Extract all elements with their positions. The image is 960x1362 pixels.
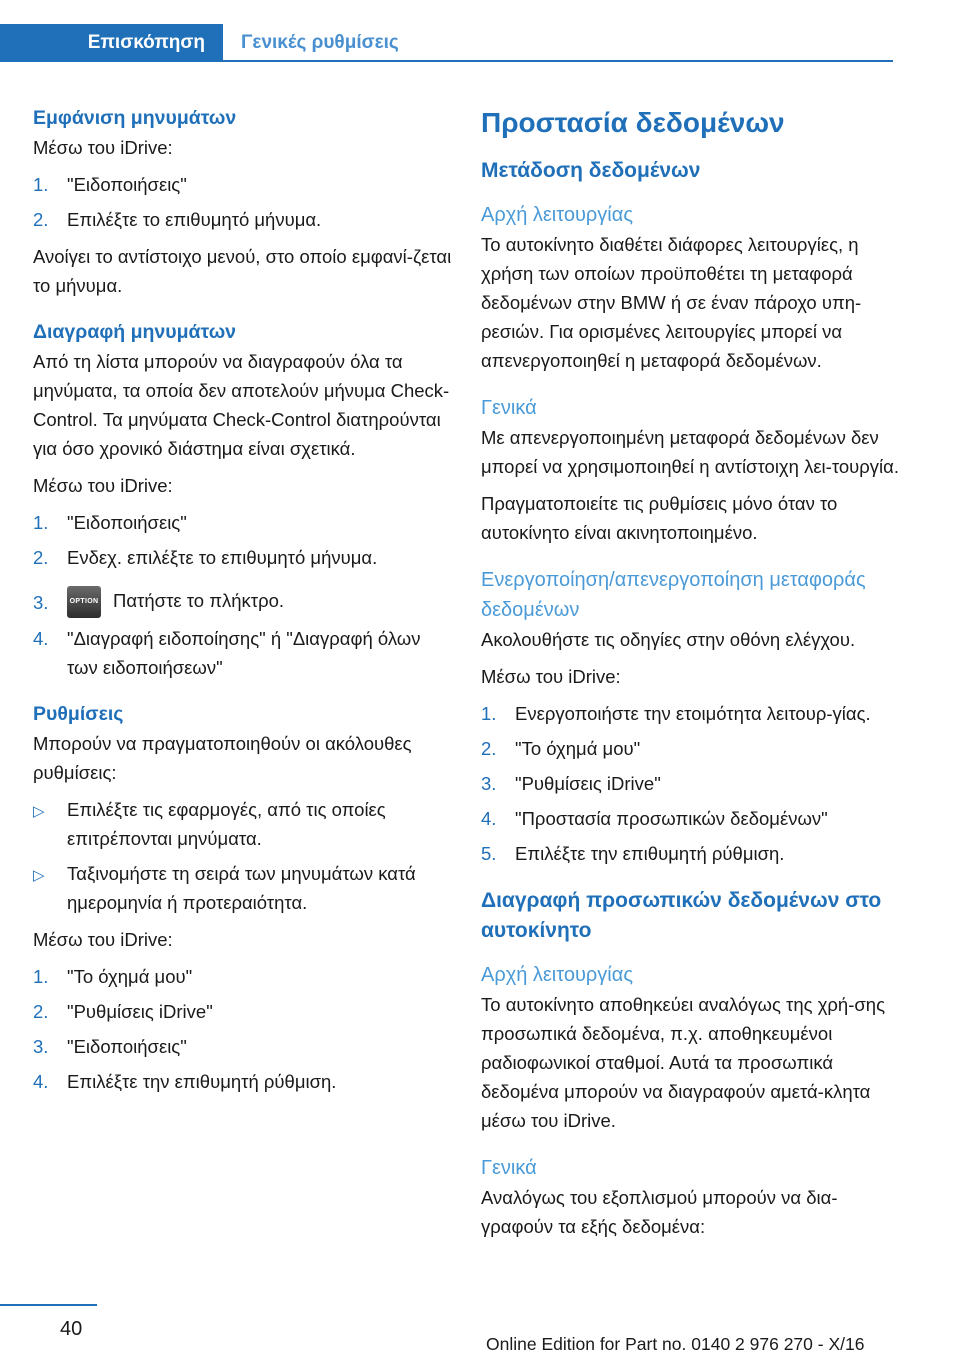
list-item: 3. "Ρυθμίσεις iDrive": [481, 773, 661, 794]
footer-rule: [0, 1304, 97, 1306]
left-column: [33, 104, 453, 1104]
list-item: 1. "Ειδοποιήσεις": [33, 512, 187, 533]
settings-text: Μπορούν να πραγματοποιηθούν οι ακόλουθες ρυθμίσεις:: [33, 733, 412, 784]
page-title: Προστασία δεδομένων: [481, 107, 785, 138]
list-item: ▷ Επιλέξτε τις εφαρμογές, από τις οποίες επιτρέπονται μηνύματα.: [33, 795, 453, 853]
tab-general-settings[interactable]: Γενικές ρυθμίσεις: [241, 32, 399, 53]
list-item: 3. OPTION Πατήστε το πλήκτρο.: [33, 586, 453, 618]
subsection-title-activation: Ενεργοποίηση/απενεργοποίηση μεταφοράς δεδομένων: [481, 569, 866, 621]
delete-messages-text: Από τη λίστα μπορούν να διαγραφούν όλα τα μηνύματα, τα οποία δεν αποτελούν μήνυμα Check-Control. Τα μηνύματα Check-Control διατηρούνται για όσο χρονικό διάστημα είναι σχετικά.: [33, 351, 450, 459]
subsection-title-principle: Αρχή λειτουργίας: [481, 204, 633, 226]
principle-text-2: Το αυτοκίνητο αποθηκεύει αναλόγως της χρή-σης προσωπικά δεδομένα, π.χ. αποθηκευμένοι ραδιοφωνικοί σταθμοί. Αυτά τα προσωπικά δεδομένα μπορούν να διαγραφούν αμετά-κλητα μέσω του iDrive.: [481, 994, 886, 1131]
subsection-title-general: Γενικά: [481, 397, 537, 419]
result-text: Ανοίγει το αντίστοιχο μενού, στο οποίο εμφανί-ζεται το μήνυμα.: [33, 246, 452, 296]
list-item: ▷ Ταξινομήστε τη σειρά των μηνυμάτων κατά ημερομηνία ή προτεραιότητα.: [33, 859, 453, 917]
via-idrive: Μέσω του iDrive:: [33, 137, 173, 158]
triangle-bullet-icon: ▷: [33, 867, 45, 885]
general-text-1: Με απενεργοποιημένη μεταφορά δεδομένων δεν μπορεί να χρησιμοποιηθεί η αντίστοιχη λει-τουργία.: [481, 427, 900, 477]
right-column: [481, 104, 901, 1249]
list-item: 4. "Διαγραφή ειδοποίησης" ή "Διαγραφή όλων των ειδοποιήσεων": [33, 628, 421, 679]
section-title-delete-personal-data: Διαγραφή προσωπικών δεδομένων στο αυτοκίνητο: [481, 889, 882, 942]
header-rule: [0, 60, 893, 62]
list-item: 2. "Το όχημά μου": [481, 738, 641, 759]
activation-text: Ακολουθήστε τις οδηγίες στην οθόνη ελέγχου.: [481, 629, 856, 650]
steps-delete-messages: [33, 508, 453, 682]
list-item: 2. Ενδεχ. επιλέξτε το επιθυμητό μήνυμα.: [33, 547, 378, 568]
list-item: 2. "Ρυθμίσεις iDrive": [33, 1001, 213, 1023]
section-title-settings: Ρυθμίσεις: [33, 703, 124, 726]
list-item: 1. "Το όχημά μου": [33, 966, 193, 988]
header-tabs: [0, 0, 960, 62]
section-title-delete-messages: Διαγραφή μηνυμάτων: [33, 321, 237, 343]
steps-settings: [33, 962, 453, 1096]
edition-label: Online Edition for Part no. 0140 2 976 270 - X/16: [486, 1334, 865, 1354]
subsection-title-principle-2: Αρχή λειτουργίας: [481, 964, 633, 986]
tab-overview[interactable]: Επισκόπηση: [0, 24, 223, 62]
list-item: 3. "Ειδοποιήσεις": [33, 1036, 187, 1058]
list-item: 1. "Ειδοποιήσεις": [33, 174, 187, 195]
general-text-3: Αναλόγως του εξοπλισμού μπορούν να δια-γραφούν τα εξής δεδομένα:: [481, 1187, 838, 1237]
list-item: 5. Επιλέξτε την επιθυμητή ρύθμιση.: [481, 843, 785, 864]
principle-text: Το αυτοκίνητο διαθέτει διάφορες λειτουργίες, η χρήση των οποίων προϋποθέτει τη μεταφορά δεδομένων στην BMW ή σε έναν πάροχο υπη-ρεσιών. Για ορισμένες λειτουργίες μπορεί να απενεργοποιηθεί η μεταφορά δεδομένων.: [481, 234, 862, 371]
via-idrive: Μέσω του iDrive:: [481, 666, 621, 687]
list-item: 4. Επιλέξτε την επιθυμητή ρύθμιση.: [33, 1071, 337, 1093]
steps-show-messages: [33, 170, 453, 234]
settings-bullets: [33, 795, 453, 917]
steps-activation: [481, 699, 901, 868]
triangle-bullet-icon: ▷: [33, 803, 45, 821]
via-idrive: Μέσω του iDrive:: [33, 929, 173, 951]
list-item: 2. Επιλέξτε το επιθυμητό μήνυμα.: [33, 209, 322, 230]
section-title-data-transfer: Μετάδοση δεδομένων: [481, 159, 701, 182]
via-idrive: Μέσω του iDrive:: [33, 475, 173, 496]
subsection-title-general-2: Γενικά: [481, 1157, 537, 1179]
section-title-show-messages: Εμφάνιση μηνυμάτων: [33, 107, 237, 129]
general-text-2: Πραγματοποιείτε τις ρυθμίσεις μόνο όταν το αυτοκίνητο είναι ακινητοποιημένο.: [481, 493, 838, 543]
page-number: 40: [60, 1318, 83, 1340]
list-item: 4. "Προστασία προσωπικών δεδομένων": [481, 808, 828, 829]
option-button-icon: OPTION: [67, 586, 101, 618]
list-item: 1. Ενεργοποιήστε την ετοιμότητα λειτουρ-γίας.: [481, 703, 871, 724]
